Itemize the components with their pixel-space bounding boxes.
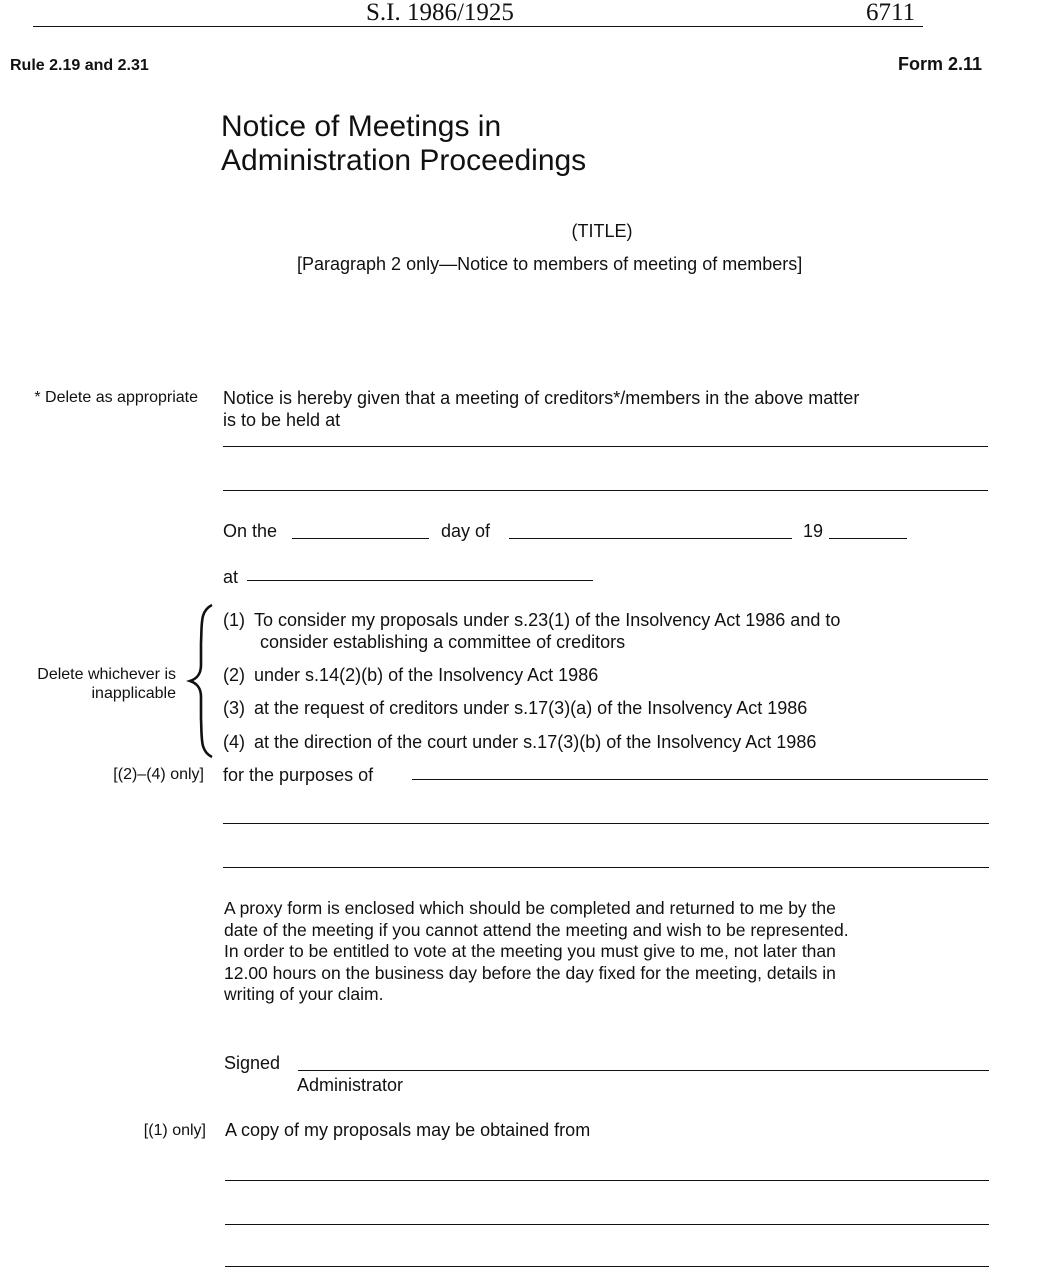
venue-line-2[interactable] xyxy=(223,490,988,491)
proxy-paragraph xyxy=(224,898,849,1006)
year-prefix: 19 xyxy=(803,521,824,541)
form-title-line-1: Notice of Meetings in xyxy=(221,110,502,143)
curly-brace xyxy=(186,603,218,759)
on-the-label: On the xyxy=(223,521,278,541)
month-field[interactable] xyxy=(509,538,792,539)
option-4 xyxy=(223,731,816,753)
page-number: 6711 xyxy=(866,0,916,26)
copy-label: A copy of my proposals may be obtained from xyxy=(225,1120,591,1140)
option-3-number: (3) xyxy=(223,698,245,718)
form-title xyxy=(221,110,586,178)
purposes-margin-note: [(2)–(4) only] xyxy=(113,766,204,783)
purposes-field-3[interactable] xyxy=(223,867,989,868)
option-4-number: (4) xyxy=(223,732,245,752)
notice-line-2: is to be held at xyxy=(223,410,341,430)
form-title-line-2: Administration Proceedings xyxy=(221,144,587,177)
time-field[interactable] xyxy=(247,580,593,581)
rule-reference: Rule 2.19 and 2.31 xyxy=(10,57,149,74)
purposes-field-1[interactable] xyxy=(412,779,988,780)
copy-address-field-3[interactable] xyxy=(225,1266,989,1267)
running-title: S.I. 1986/1925 xyxy=(366,0,514,26)
proxy-line-3: In order to be entitled to vote at the meeting you must give to me, not later than xyxy=(224,941,836,961)
form-reference: Form 2.11 xyxy=(897,54,982,74)
administrator-label: Administrator xyxy=(297,1075,404,1095)
option-2-number: (2) xyxy=(223,665,245,685)
day-of-label: day of xyxy=(441,521,491,541)
paragraph-note: [Paragraph 2 only—Notice to members of meeting of members] xyxy=(297,254,803,274)
proxy-line-4: 12.00 hours on the business day before the day fixed for the meeting, details in xyxy=(224,962,836,983)
title-placeholder: (TITLE) xyxy=(571,221,633,241)
copy-margin-note: [(1) only] xyxy=(143,1122,206,1139)
at-label: at xyxy=(223,567,239,587)
copy-address-field-1[interactable] xyxy=(225,1180,989,1181)
option-2 xyxy=(223,664,598,686)
option-2-text: under s.14(2)(b) of the Insolvency Act 1986 xyxy=(254,665,599,685)
option-1-text: To consider my proposals under s.23(1) of the Insolvency Act 1986 and to xyxy=(254,610,841,630)
delete-whichever-line-2: inapplicable xyxy=(91,685,176,702)
proxy-line-1: A proxy form is enclosed which should be completed and returned to me by the xyxy=(224,898,836,918)
option-1-text-continued: consider establishing a committee of creditors xyxy=(260,632,626,652)
delete-whichever-line-1: Delete whichever is xyxy=(37,666,176,683)
venue-line-1[interactable] xyxy=(223,446,988,447)
delete-whichever-note xyxy=(0,665,176,703)
purposes-field-2[interactable] xyxy=(223,823,989,824)
proxy-line-2: date of the meeting if you cannot attend the meeting and wish to be represented. xyxy=(224,919,849,940)
day-field[interactable] xyxy=(292,538,429,539)
proxy-line-5: writing of your claim. xyxy=(224,984,384,1004)
option-1 xyxy=(223,609,840,653)
notice-text xyxy=(223,387,859,431)
purposes-label: for the purposes of xyxy=(223,765,374,785)
notice-line-1: Notice is hereby given that a meeting of creditors*/members in the above matter xyxy=(223,388,860,408)
signature-field[interactable] xyxy=(298,1070,989,1071)
option-4-text: at the direction of the court under s.17(3)(b) of the Insolvency Act 1986 xyxy=(254,732,817,752)
option-3 xyxy=(223,697,807,719)
option-3-text: at the request of creditors under s.17(3)(a) of the Insolvency Act 1986 xyxy=(254,698,808,718)
year-field[interactable] xyxy=(829,538,907,539)
delete-as-appropriate-note: * Delete as appropriate xyxy=(34,389,198,406)
header-rule xyxy=(33,26,923,27)
copy-address-field-2[interactable] xyxy=(225,1224,989,1225)
signed-label: Signed xyxy=(224,1053,281,1073)
option-1-number: (1) xyxy=(223,610,245,630)
